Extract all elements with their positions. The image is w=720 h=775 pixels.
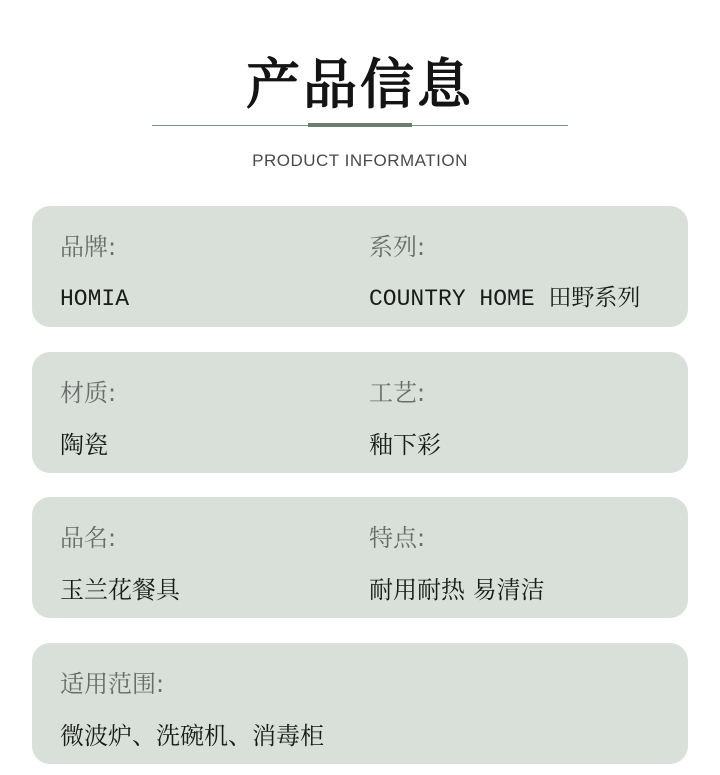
features-value: 耐用耐热 易清洁: [369, 576, 545, 604]
features-label: 特点:: [369, 524, 426, 552]
series-field: [369, 206, 679, 327]
product-name-field: [60, 497, 360, 618]
material-field: [60, 352, 360, 473]
usage-value: 微波炉、洗碗机、消毒柜: [60, 722, 324, 750]
material-value: 陶瓷: [60, 431, 108, 459]
series-label: 系列:: [369, 233, 426, 261]
info-card-name-features: [32, 497, 688, 618]
title-divider-accent: [308, 123, 412, 127]
features-field: [369, 497, 679, 618]
usage-label: 适用范围:: [60, 670, 165, 698]
series-value: COUNTRY HOME 田野系列: [369, 286, 641, 312]
product-name-label: 品名:: [60, 524, 117, 552]
craft-value: 釉下彩: [369, 431, 441, 459]
craft-label: 工艺:: [369, 379, 426, 407]
info-card-brand-series: [32, 206, 688, 327]
info-card-material-craft: [32, 352, 688, 473]
craft-field: [369, 352, 679, 473]
usage-field: [60, 643, 660, 764]
product-name-value: 玉兰花餐具: [60, 576, 180, 604]
material-label: 材质:: [60, 379, 117, 407]
page-title: 产品信息: [246, 53, 474, 116]
brand-field: [60, 206, 360, 327]
info-card-usage: [32, 643, 688, 764]
brand-label: 品牌:: [60, 233, 117, 261]
brand-value: HOMIA: [60, 286, 130, 312]
page-subtitle: PRODUCT INFORMATION: [252, 151, 468, 170]
